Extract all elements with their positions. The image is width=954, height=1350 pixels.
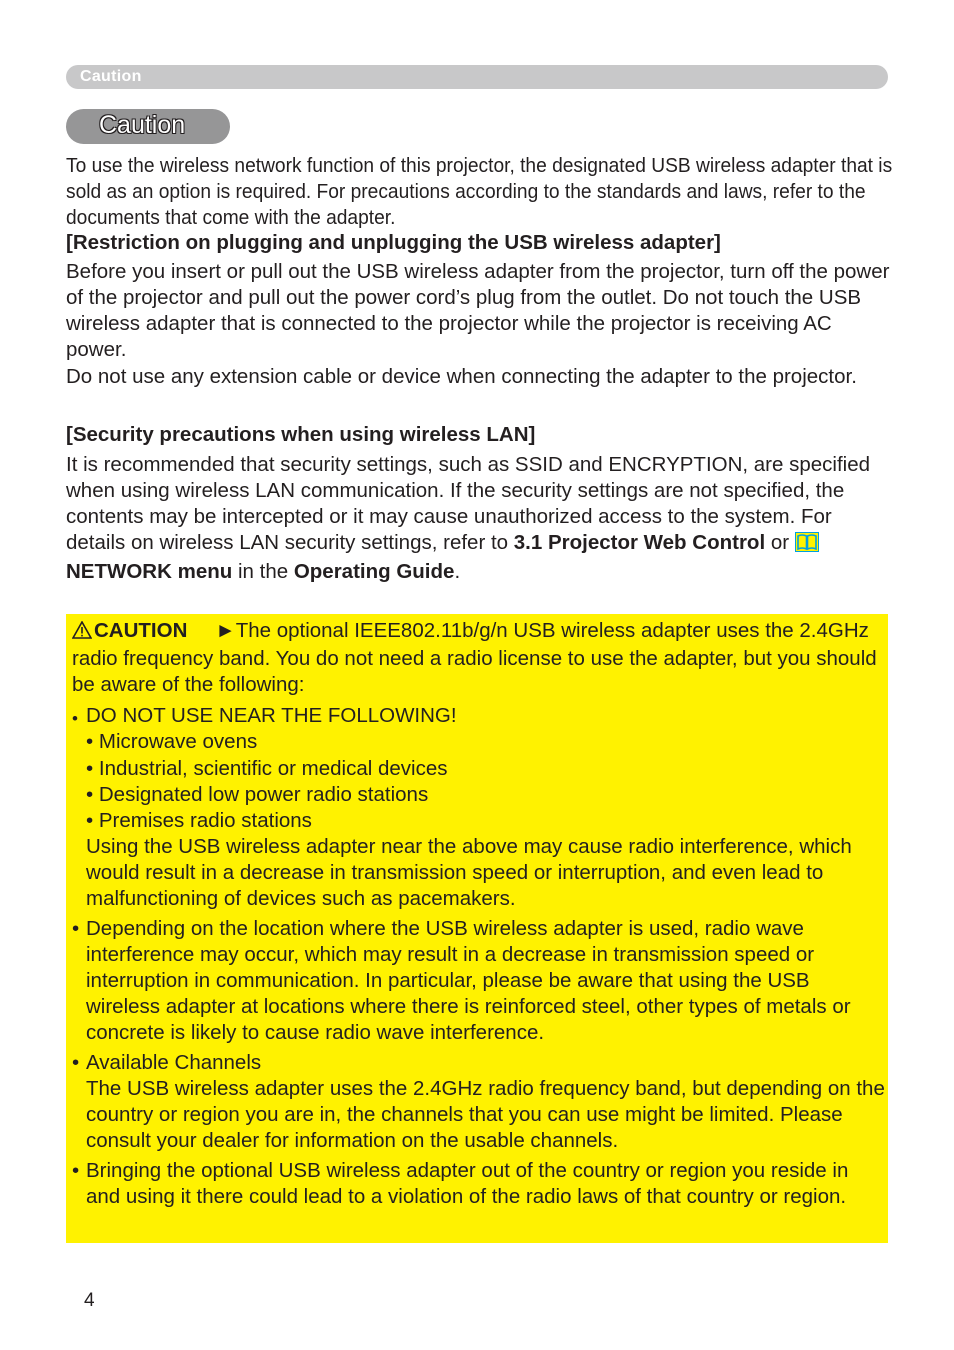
security-period: . <box>454 560 461 583</box>
security-paragraph <box>66 452 894 585</box>
intro-paragraph: To use the wireless network function of this projector, the designated USB wireless adapter that is sold as an option is required. For precautions according to the standards and laws, refer to the documents that come with the adapter. <box>66 155 893 229</box>
item1-sub-4: • Premises radio stations <box>86 809 312 832</box>
item4-text: Bringing the optional USB wireless adapter out of the country or region you reside in and using it there could lead to a violation of the radio laws of that country or region. <box>86 1159 849 1208</box>
header-label: Caution <box>80 68 142 85</box>
caution-intro <box>72 618 886 698</box>
book-icon <box>795 532 819 559</box>
caution-intro-text: The optional IEEE802.11b/g/n USB wireless adapter uses the 2.4GHz radio frequency band. You do not need a radio license to use the adapter, but you should be aware of the following: <box>72 619 877 696</box>
item2-text: Depending on the location where the USB wireless adapter is used, radio wave interference may occur, which may result in a decrease in transmission speed or interruption in communication. In particular, please be aware that using the USB wireless adapter at locations where there is reinforced steel, other types of metals or concrete is likely to cause radio wave interference. <box>86 917 851 1044</box>
bullet: • <box>72 1051 80 1074</box>
ref-network-menu-link[interactable]: NETWORK menu <box>66 560 233 583</box>
ref-web-control-link[interactable]: 3.1 Projector Web Control <box>513 531 766 554</box>
list-item <box>72 1050 886 1154</box>
item3-title: Available Channels <box>86 1051 262 1074</box>
page-number: 4 <box>84 1290 95 1311</box>
warning-triangle-icon <box>72 620 92 646</box>
restriction-paragraph-2: Do not use any extension cable or device when connecting the adapter to the projector. <box>66 365 857 388</box>
bullet: • <box>72 709 78 728</box>
item3-text: The USB wireless adapter uses the 2.4GHz radio frequency band, but depending on the country or region you are in, the channels that you can use might be limited. Please consult your dealer for information on the usable channels. <box>86 1077 885 1152</box>
restriction-paragraph-1: Before you insert or pull out the USB wireless adapter from the projector, turn off the power of the projector and pull out the power cord’s plug from the outlet. Do not touch the USB wireless adapter that is connected to the projector while the projector is receiving AC power. <box>66 260 890 361</box>
list-item <box>72 916 886 1046</box>
restriction-heading: [Restriction on plugging and unplugging the USB wireless adapter] <box>66 231 721 254</box>
security-heading: [Security precautions when using wireless LAN] <box>66 423 536 446</box>
item1-text: Using the USB wireless adapter near the above may cause radio interference, which would result in a decrease in transmission speed or interruption, and even lead to malfunctioning of devices such as pacemakers. <box>86 835 852 910</box>
item1-title: DO NOT USE NEAR THE FOLLOWING! <box>86 704 457 727</box>
item1-sub-1: • Microwave ovens <box>86 730 258 753</box>
header-bar <box>66 65 888 89</box>
item1-sub-2: • Industrial, scientific or medical devices <box>86 757 448 780</box>
section-title-pill <box>66 109 230 144</box>
arrow-icon: ► <box>215 619 236 642</box>
item1-sub-3: • Designated low power radio stations <box>86 783 429 806</box>
caution-box <box>66 614 888 1243</box>
section-title: Caution <box>99 111 186 139</box>
ref-operating-guide-link[interactable]: Operating Guide <box>293 560 455 583</box>
list-item <box>72 1158 886 1210</box>
security-in-the: in the <box>232 560 294 583</box>
security-text: It is recommended that security settings, such as SSID and ENCRYPTION, are specified when using wireless LAN communication. If the security settings are not specified, the contents may be intercepted or it may cause unauthorized access to the system. For details on wireless LAN security settings, refer to <box>66 453 871 554</box>
security-or: or <box>765 531 795 554</box>
list-item <box>72 703 886 912</box>
bullet: • <box>72 1159 80 1182</box>
caution-label: CAUTION <box>94 619 188 642</box>
bullet: • <box>72 917 80 940</box>
